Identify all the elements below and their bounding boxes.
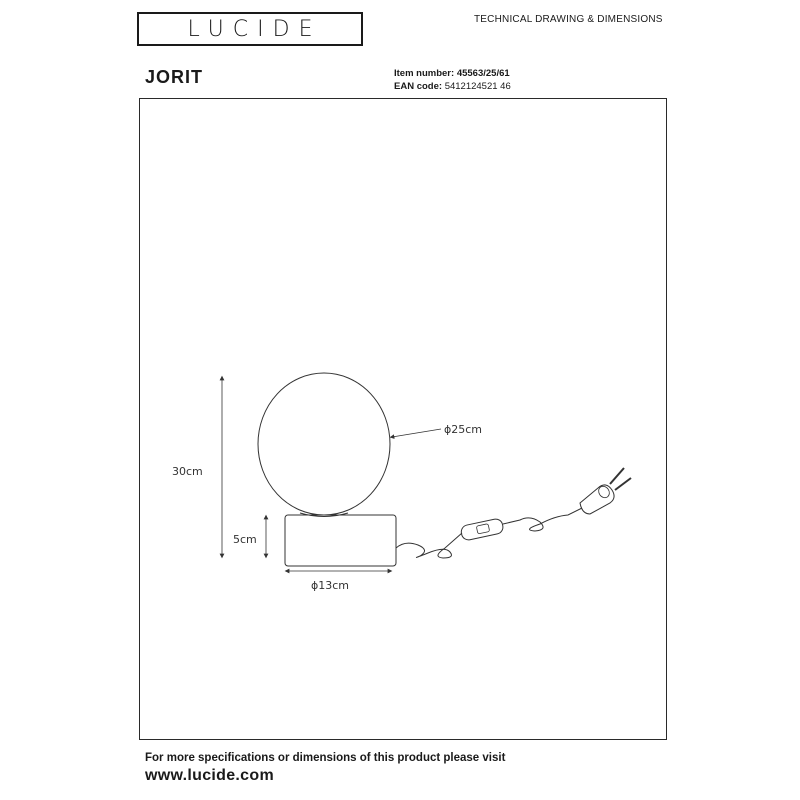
footer-note: For more specifications or dimensions of this product please visit (145, 752, 506, 764)
lamp-base (285, 515, 396, 566)
brand-logo-text: LUCIDE (187, 17, 322, 42)
item-number-value: 45563/25/61 (456, 68, 510, 79)
power-cable (396, 508, 582, 558)
plug-prong-2 (615, 478, 631, 490)
ean-code-value: 5412124521 46 (444, 81, 511, 92)
label-base-diameter: ϕ13cm (311, 579, 350, 592)
label-globe-diameter: ϕ25cm (444, 423, 483, 436)
label-total-height: 30cm (172, 465, 203, 478)
product-name: JORIT (145, 67, 204, 87)
plug-prong-1 (610, 468, 624, 484)
footer-url[interactable]: www.lucide.com (145, 767, 274, 784)
ean-code-label: EAN code: (394, 81, 443, 92)
dimension-leader-globe-diameter (392, 429, 441, 437)
inline-switch-button (476, 524, 489, 534)
inline-switch (460, 518, 504, 541)
power-plug (580, 485, 614, 514)
item-number-label: Item number: (394, 68, 455, 79)
label-base-height: 5cm (233, 533, 257, 546)
document-subtitle: TECHNICAL DRAWING & DIMENSIONS (474, 14, 663, 25)
lamp-globe (258, 373, 390, 515)
